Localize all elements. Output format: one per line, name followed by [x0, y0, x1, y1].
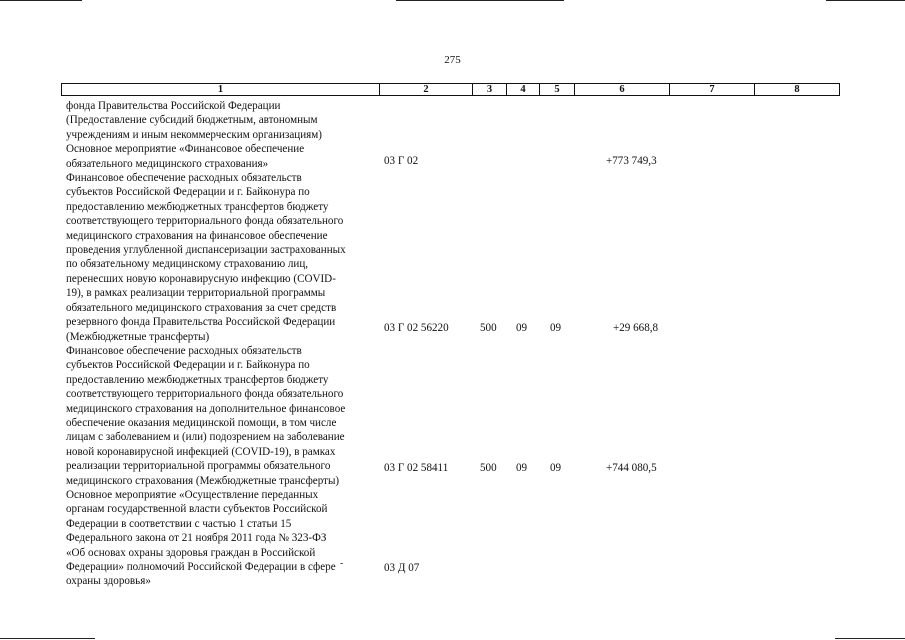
header-cell-3: 3 — [472, 83, 507, 96]
row-1-code: 03 Г 02 — [384, 155, 419, 167]
row-3-col4: 09 — [516, 462, 528, 474]
scan-line-top-right — [826, 0, 905, 1]
paragraph-main-activity-powers: Основное мероприятие «Осуществление переданных органам государственной власти субъектов Российской Федерации в соответствии с частью 1 статьи 15 Федерального закона от 21 ноября 2011 года № 323-ФЗ «Об основах охраны здоровья граждан в Российской Федерации» полномочий Российской Федерации в сфере охраны здоровья» — [66, 488, 336, 588]
paragraph-reserve-fund-tail: фонда Правительства Российской Федерации (Предоставление субсидий бюджетным, автономным учреждениям и иным некоммерческим организациям) — [66, 100, 322, 141]
header-cell-6: 6 — [574, 83, 670, 96]
header-cell-1: 1 — [61, 83, 380, 96]
header-cell-8: 8 — [754, 83, 840, 96]
header-cell-2: 2 — [379, 83, 473, 96]
header-cell-4: 4 — [506, 83, 540, 96]
row-1-amount: +773 749,3 — [606, 155, 657, 167]
row-2-col3: 500 — [480, 322, 497, 334]
row-2-col4: 09 — [516, 322, 528, 334]
scan-line-top-center — [396, 0, 564, 1]
row-2-amount: +29 668,8 — [613, 322, 659, 334]
row-2-code: 03 Г 02 56220 — [384, 322, 449, 334]
scan-line-bottom-right — [835, 638, 905, 639]
page-number: 275 — [444, 54, 461, 66]
row-2-col5: 09 — [550, 322, 562, 334]
description-column — [66, 99, 374, 589]
paragraph-main-activity-oms: Основное мероприятие «Финансовое обеспечение обязательного медицинского страхования» — [66, 143, 305, 170]
header-cell-5: 5 — [539, 83, 575, 96]
paragraph-dispensarization: Финансовое обеспечение расходных обязательств субъектов Российской Федерации и г. Байконура по предоставлению межбюджетных трансфертов бюджету соответствующего территориального фонда обязательного медицинского страхования на финансовое обеспечение проведения углубленной диспансеризации застрахованных по обязательному медицинскому страхованию лиц, перенесших новую коронавирусную инфекцию (COVID- 19), в рамках реализации территориальной программы обязательного медицинского страхования за счет средств резервного фонда Правительства Российской Федерации (Межбюджетные трансферты) — [66, 172, 346, 343]
header-cell-7: 7 — [669, 83, 755, 96]
row-3-col5: 09 — [550, 462, 562, 474]
row-4-code: 03 Д 07 — [384, 562, 420, 574]
stray-dash-mark: - — [340, 558, 344, 569]
row-3-col3: 500 — [480, 462, 497, 474]
paragraph-additional-funding: Финансовое обеспечение расходных обязательств субъектов Российской Федерации и г. Байконура по предоставлению межбюджетных трансфертов бюджету соответствующего территориального фонда обязательного медицинского страхования на дополнительное финансовое обеспечение оказания медицинской помощи, в том числе лицам с заболеванием и (или) подозрением на заболевание новой коронавирусной инфекцией (COVID-19), в рамках реализации территориальной программы обязательного медицинского страхования (Межбюджетные трансферты) — [66, 344, 346, 487]
scan-line-bottom-left — [0, 638, 95, 639]
row-3-code: 03 Г 02 58411 — [384, 462, 449, 474]
scan-line-top-left — [0, 0, 82, 1]
row-3-amount: +744 080,5 — [606, 462, 657, 474]
